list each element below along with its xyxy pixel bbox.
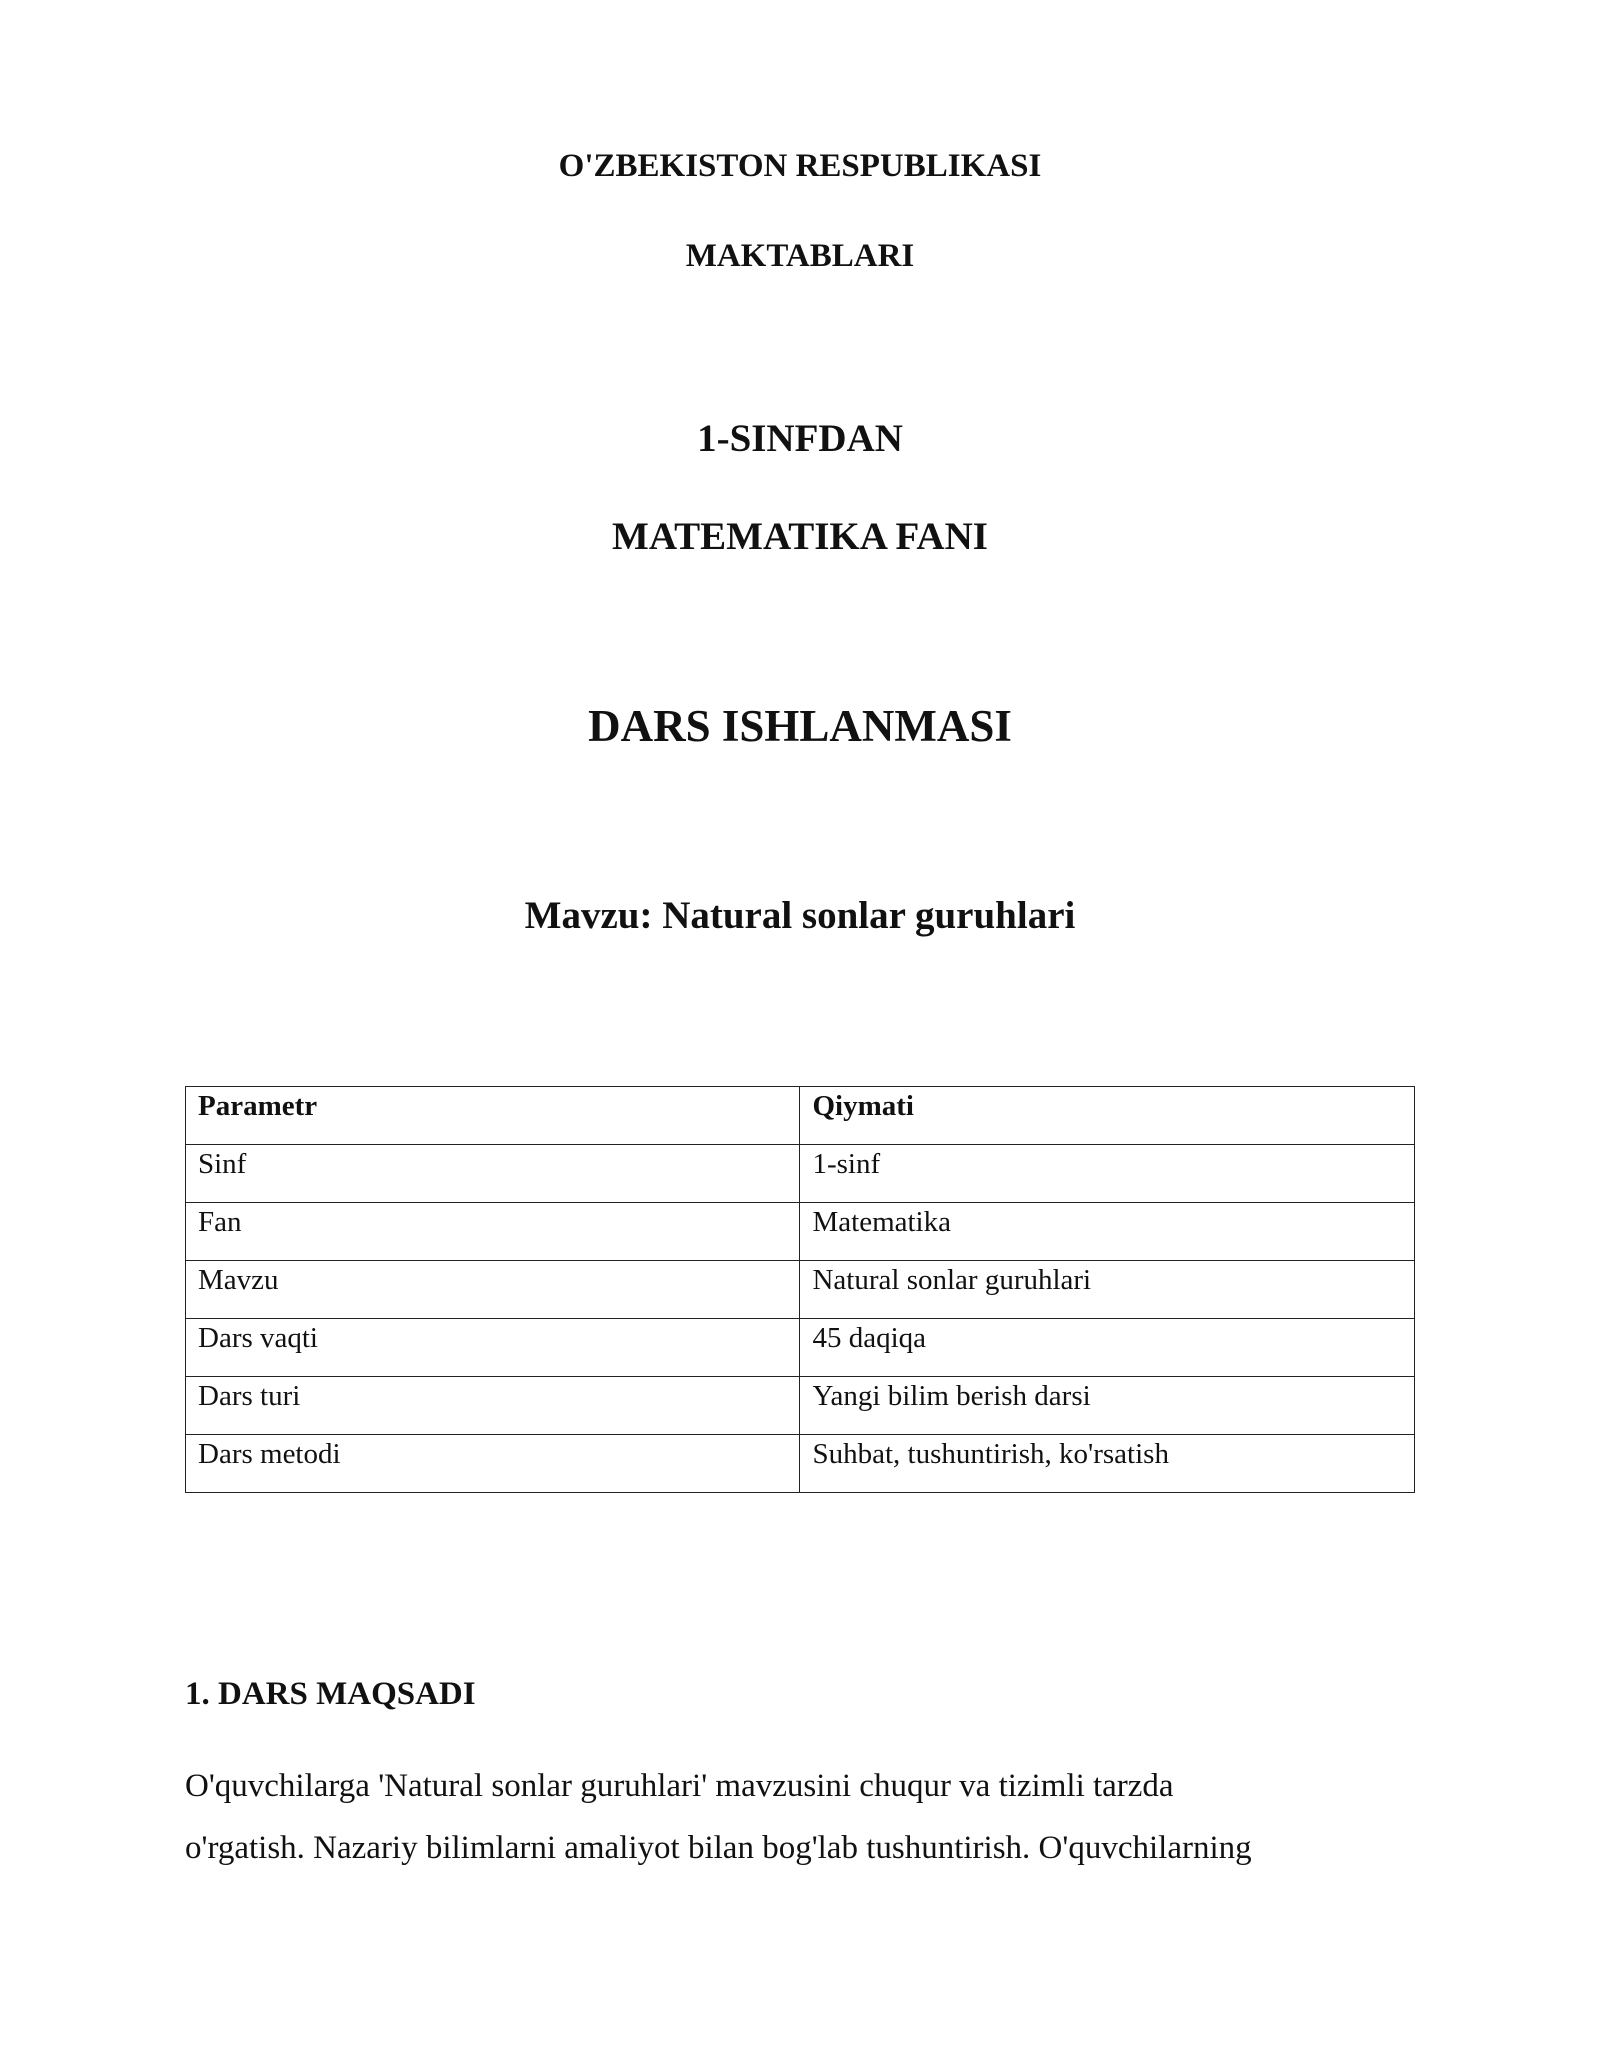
- table-cell: Natural sonlar guruhlari: [800, 1261, 1415, 1319]
- table-cell: Fan: [186, 1203, 800, 1261]
- table-row: [186, 1203, 1415, 1261]
- table-cell: Mavzu: [186, 1261, 800, 1319]
- table-cell: 45 daqiqa: [800, 1319, 1415, 1377]
- header-schools: MAKTABLARI: [685, 238, 915, 274]
- header-subject: MATEMATIKA FANI: [612, 515, 988, 558]
- table-cell: Sinf: [186, 1145, 800, 1203]
- table-row: [186, 1377, 1415, 1435]
- section-body: [185, 1755, 1425, 1879]
- document-title: DARS ISHLANMASI: [588, 701, 1012, 751]
- table-cell: Suhbat, tushuntirish, ko'rsatish: [800, 1435, 1415, 1493]
- table-cell: Yangi bilim berish darsi: [800, 1377, 1415, 1435]
- table-cell: Dars turi: [186, 1377, 800, 1435]
- table-row: [186, 1435, 1415, 1493]
- table-header-cell: Qiymati: [800, 1087, 1415, 1145]
- table-cell: Dars metodi: [186, 1435, 800, 1493]
- header-grade: 1-SINFDAN: [697, 417, 903, 460]
- section-heading: 1. DARS MAQSADI: [185, 1676, 476, 1712]
- topic-line: Mavzu: Natural sonlar guruhlari: [524, 894, 1076, 937]
- table-cell: Matematika: [800, 1203, 1415, 1261]
- table-cell: 1-sinf: [800, 1145, 1415, 1203]
- table-cell: Dars vaqti: [186, 1319, 800, 1377]
- table-header-row: [186, 1087, 1415, 1145]
- paragraph-line: o'rgatish. Nazariy bilimlarni amaliyot bilan bog'lab tushuntirish. O'quvchilarning: [185, 1830, 1252, 1866]
- table-row: [186, 1145, 1415, 1203]
- paragraph-line: O'quvchilarga 'Natural sonlar guruhlari' mavzusini chuqur va tizimli tarzda: [185, 1768, 1174, 1804]
- table-row: [186, 1261, 1415, 1319]
- header-republic: O'ZBEKISTON RESPUBLIKASI: [558, 148, 1042, 184]
- parameters-table: [185, 1086, 1415, 1493]
- table-header-cell: Parametr: [186, 1087, 800, 1145]
- table-row: [186, 1319, 1415, 1377]
